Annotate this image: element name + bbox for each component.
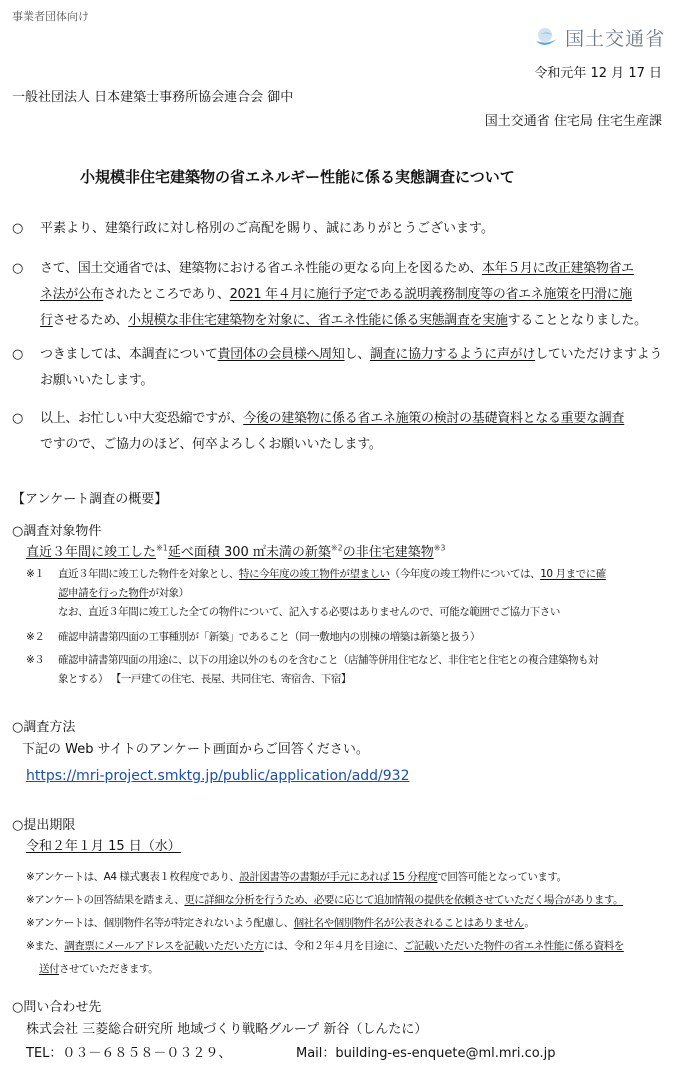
note-line: 確認申請書第四面の用途に、以下の用途以外のものを含むこと（店舗等併用住宅など、非住宅と住宅との複合建築物も対	[58, 654, 598, 666]
deadline-heading: ○提出期限	[12, 818, 76, 833]
document-title: 小規模非住宅建築物の省エネルギー性能に係る実態調査について	[80, 168, 515, 186]
audience-label: 事業者団体向け	[12, 10, 89, 23]
contact-org: 株式会社 三菱総合研究所 地域づくり戦略グループ 新谷（しんたに）	[26, 1022, 428, 1037]
paragraph-4-line-1	[40, 406, 664, 432]
text-segment: で回答可能となっています。	[437, 871, 567, 883]
footnote-mark: ※1	[156, 543, 168, 553]
contact-tel: TEL：０３－６８５８－０３２９、	[26, 1046, 232, 1061]
paragraph-2-line-1	[40, 256, 664, 282]
underlined-segment: 今後の建築物に係る省エネ施策の検討の基礎資料となる重要な調査	[243, 411, 625, 426]
text-segment: （今年度の竣工物件については、	[389, 568, 541, 580]
underlined-segment: 2021 年４月に施行予定である説明義務制度等の省エネ施策を円滑に施	[229, 287, 632, 302]
note-line: なお、直近３年間に竣工した全ての物件について、記入する必要はありませんので、可能な範囲でご協力下さい	[58, 606, 560, 618]
note-mark: ※１	[26, 568, 45, 580]
sender: 国土交通省 住宅局 住宅生産課	[484, 114, 662, 129]
paragraph-2-line-3	[40, 308, 664, 334]
text-segment: 以上、お忙しい中大変恐縮ですが、	[40, 411, 244, 426]
survey-link[interactable]: https://mri-project.smktg.jp/public/application/add/932	[26, 768, 410, 784]
underlined-segment: 個社名や個別物件名が公表されることはありません	[293, 917, 525, 929]
text-segment: には、令和２年４月を目途に、	[263, 940, 404, 952]
underlined-segment: 行	[40, 313, 53, 328]
underlined-segment: 特に今年度の竣工物件が望ましい	[238, 568, 390, 580]
underlined-segment: の非住宅建築物	[342, 545, 434, 560]
underlined-segment: 調査に協力するように声がけ	[369, 347, 536, 362]
paragraph-4	[12, 406, 664, 458]
text-segment: ※アンケートは、個別物件名等が特定されないよう配慮し、	[26, 917, 294, 929]
recipient: 一般社団法人 日本建築士事務所協会連合会 御中	[12, 90, 294, 105]
mlit-logo-icon	[533, 26, 561, 50]
paragraph-2-line-2	[40, 282, 664, 308]
bullet: ○	[12, 261, 23, 276]
target-note-2	[26, 628, 666, 647]
target-description	[26, 541, 446, 560]
underlined-segment: 設計図書等の書類が手元にあれば 15 分程度	[239, 871, 438, 883]
survey-notes	[26, 866, 670, 981]
note-line: 象とする） 【一戸建ての住宅、長屋、共同住宅、寄宿舎、下宿】	[58, 673, 351, 685]
note-line: 確認申請書第四面の工事種別が「新築」であること（同一敷地内の別棟の増築は新築と扱う）	[58, 631, 481, 643]
overview-heading: 【アンケート調査の概要】	[12, 492, 168, 507]
text-segment: が対象）	[148, 587, 189, 599]
paragraph-1	[12, 216, 664, 242]
note-mark: ※２	[26, 631, 45, 643]
underlined-segment: 認申請を行った物件	[58, 587, 149, 599]
target-note-1	[26, 565, 666, 622]
text-segment: 直近３年間に竣工した物件を対象とし、	[58, 568, 239, 580]
text-segment: ※また、	[26, 940, 65, 952]
contact-heading: ○問い合わせ先	[12, 1000, 102, 1015]
text-segment: し、	[344, 347, 370, 362]
survey-note-1	[26, 866, 670, 889]
document-date: 令和元年 12 月 17 日	[534, 66, 662, 81]
text-segment: ※アンケートの回答結果を踏まえ、	[26, 894, 185, 906]
paragraph-3	[12, 342, 664, 394]
contact-mail: Mail：building-es-enquete@ml.mri.co.jp	[296, 1046, 556, 1061]
survey-note-4	[26, 935, 670, 958]
underlined-segment: 本年５月に改正建築物省エ	[481, 261, 634, 276]
deadline-date: 令和２年１月 15 日（水）	[26, 839, 181, 854]
paragraph-3-line-2: お願いいたします。	[40, 373, 154, 388]
method-heading: ○調査方法	[12, 720, 76, 735]
paragraph-1-text: 平素より、建築行政に対し格別のご高配を賜り、誠にありがとうございます。	[40, 221, 494, 236]
underlined-segment: 小規模な非住宅建築物を対象に、省エネ性能に係る実態調査を実施	[128, 313, 508, 328]
underlined-segment: ネ法が公布	[40, 287, 104, 302]
text-segment: さて、国土交通省では、建築物における省エネ性能の更なる向上を図るため、	[40, 261, 482, 276]
text-segment: させていただきます。	[59, 963, 159, 975]
bullet: ○	[12, 411, 24, 426]
text-segment: させるため、	[52, 313, 129, 328]
paragraph-3-line-1	[40, 342, 664, 368]
underlined-segment: 送付	[39, 963, 59, 975]
text-segment: されたところであり、	[103, 287, 230, 302]
bullet: ○	[12, 347, 24, 362]
footnote-mark: ※3	[433, 543, 446, 553]
logo-text: 国土交通省	[565, 28, 666, 50]
paragraph-2	[12, 256, 664, 334]
underlined-segment: 調査票にメールアドレスを記載いただいた方	[64, 940, 264, 952]
text-segment: つきましては、本調査について	[40, 347, 218, 362]
paragraph-4-line-2: ですので、ご協力のほど、何卒よろしくお願いいたします。	[40, 437, 382, 452]
underlined-segment: 10 月までに確	[540, 568, 606, 580]
underlined-segment: ご記載いただいた物件の省エネ性能に係る資料を	[403, 940, 624, 952]
mlit-logo	[533, 24, 665, 50]
survey-note-2	[26, 889, 670, 912]
text-segment: することとなりました。	[507, 313, 647, 328]
underlined-segment: 更に詳細な分析を行うため、必要に応じて追加情報の提供を依頼させていただく場合があります。	[184, 894, 624, 906]
method-text: 下記の Web サイトのアンケート画面からご回答ください。	[22, 742, 369, 757]
underlined-segment: 貴団体の会員様へ周知	[217, 347, 345, 362]
survey-note-3	[26, 912, 670, 935]
text-segment: ※アンケートは、A4 様式裏表１枚程度であり、	[26, 871, 240, 883]
text-segment: していただけますよう	[535, 347, 663, 362]
note-mark: ※３	[26, 654, 45, 666]
underlined-segment: 延べ面積 300 ㎡未満の新築	[167, 545, 331, 560]
target-heading: ○調査対象物件	[12, 524, 102, 539]
survey-note-4-cont	[39, 958, 670, 981]
text-segment: 。	[524, 917, 535, 929]
target-note-3	[26, 651, 666, 689]
underlined-segment: 直近３年間に竣工した	[26, 545, 157, 560]
bullet: ○	[12, 221, 24, 236]
footnote-mark: ※2	[330, 543, 343, 553]
